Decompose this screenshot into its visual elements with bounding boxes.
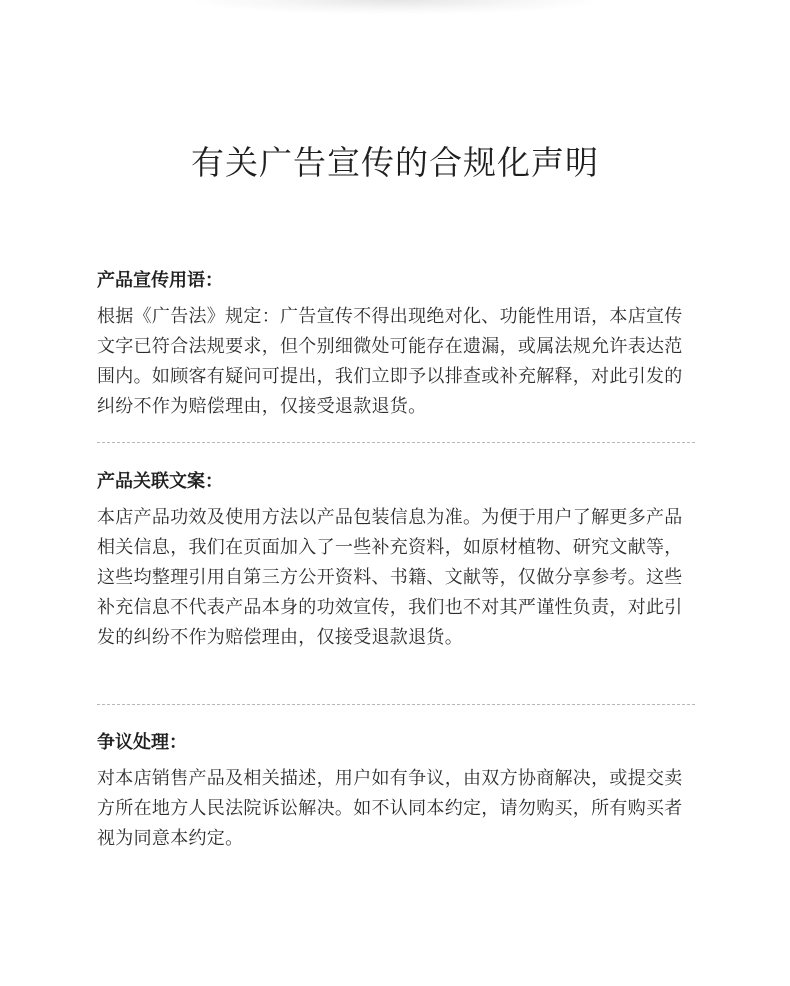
dashed-divider	[97, 704, 695, 705]
top-shadow-decoration	[195, 0, 595, 14]
section-body: 本店产品功效及使用方法以产品包装信息为准。为便于用户了解更多产品相关信息，我们在页面加入了一些补充资料，如原材植物、研究文献等，这些均整理引用自第三方公开资料、书籍、文献等，仅做分享参考。这些补充信息不代表产品本身的功效宣传，我们也不对其严谨性负责，对此引发的纠纷不作为赔偿理由，仅接受退款退货。	[97, 507, 683, 648]
section-heading: 产品宣传用语：	[97, 270, 223, 291]
section-body: 对本店销售产品及相关描述，用户如有争议，由双方协商解决，或提交卖方所在地方人民法院诉讼解决。如不认同本约定，请勿购买，所有购买者视为同意本约定。	[97, 768, 683, 849]
page-title: 有关广告宣传的合规化声明	[191, 143, 599, 182]
section-heading: 产品关联文案：	[97, 471, 223, 492]
section-heading: 争议处理：	[97, 732, 187, 753]
section-product-promotion-terms	[97, 268, 697, 422]
section-body: 根据《广告法》规定：广告宣传不得出现绝对化、功能性用语，本店宣传文字已符合法规要求，但个别细微处可能存在遗漏，或属法规允许表达范围内。如顾客有疑问可提出，我们立即予以排查或补充解释，对此引发的纠纷不作为赔偿理由，仅接受退款退货。	[97, 306, 683, 417]
dashed-divider	[97, 442, 695, 443]
section-product-related-copy	[97, 469, 697, 653]
section-dispute-handling	[97, 730, 697, 854]
